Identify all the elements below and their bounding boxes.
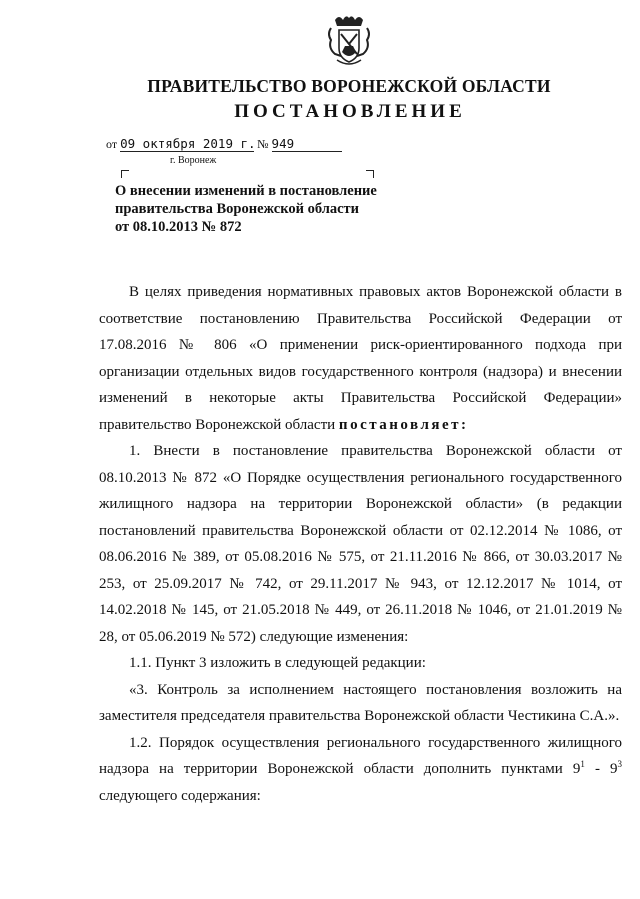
left-bracket-mark xyxy=(121,170,129,178)
resolution-keyword: постановляет: xyxy=(338,416,469,433)
number-prefix: № xyxy=(257,137,269,151)
right-bracket-mark xyxy=(366,170,374,178)
paragraph-text: В целях приведения нормативных правовых актов Воронежской области в соответствие постановлению Правительства Российской Федерации от 17.08.2016 № 806 «О применении риск-ориентированного подхода при организации отдельных видов государственного контроля (надзора) и внесении изменений в некоторые акты Правительства Российской Федерации» правительство Воронежской области xyxy=(99,284,622,433)
body-paragraph: 1. Внести в постановление правительства Воронежской области от 08.10.2013 № 872 «О Порядке осуществления регионального государственного жилищного надзора на территории Воронежской области» (в редакции постановлений правительства Воронежской области от 02.12.2014 № 1086, от 08.06.2016 № 389, от 05.08.2016 № 575, от 21.11.2016 № 866, от 30.03.2017 № 253, от 25.09.2017 № 742, от 29.11.2017 № 943, от 12.12.2017 № 1014, от 14.02.2018 № 145, от 21.05.2018 № 449, от 26.11.2018 № 1046, от 21.01.2019 № 28, от 05.06.2019 № 572) следующие изменения: xyxy=(99,443,622,645)
paragraph-text: - 9 xyxy=(584,761,618,777)
document-body xyxy=(99,279,622,809)
superscript: 3 xyxy=(617,759,622,769)
date-number-line xyxy=(106,137,342,152)
paragraph-text: следующего содержания: xyxy=(99,787,261,804)
body-paragraph xyxy=(99,279,622,438)
city-label: г. Воронеж xyxy=(170,155,217,166)
body-paragraph: «3. Контроль за исполнением настоящего постановления возложить на заместителя председателя правительства Воронежской области Честикина С.А.». xyxy=(99,681,622,724)
body-paragraph xyxy=(99,730,622,810)
government-title: ПРАВИТЕЛЬСТВО ВОРОНЕЖСКОЙ ОБЛАСТИ xyxy=(147,76,551,96)
document-date: 09 октября 2019 г. xyxy=(120,136,256,151)
document-subject xyxy=(115,182,415,236)
superscript: 1 xyxy=(580,759,585,769)
document-number: 949 xyxy=(272,137,342,152)
paragraph-text: 1.2. Порядок осуществления регионального государственного жилищного надзора на территории Воронежской области дополнить пунктами 9 xyxy=(99,734,622,777)
coat-of-arms-icon xyxy=(325,12,373,68)
subject-line: О внесении изменений в постановление xyxy=(115,183,377,199)
subject-line: от 08.10.2013 № 872 xyxy=(115,219,242,235)
document-type-title: ПОСТАНОВЛЕНИЕ xyxy=(234,101,466,122)
body-paragraph: 1.1. Пункт 3 изложить в следующей редакции: xyxy=(129,655,426,671)
subject-line: правительства Воронежской области xyxy=(115,201,360,217)
date-prefix: от xyxy=(106,137,118,151)
